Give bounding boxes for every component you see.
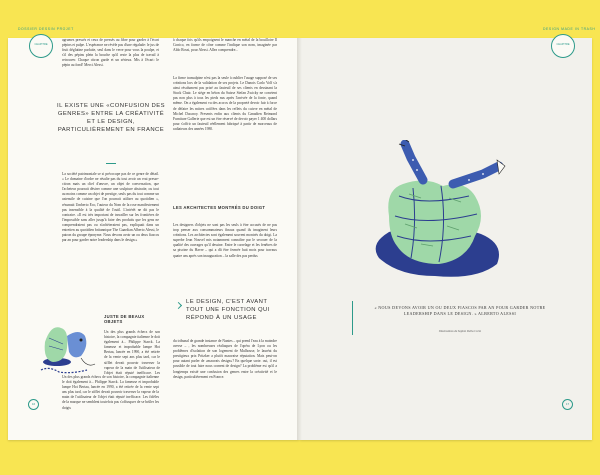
col1-body-text: La société patrimoniale se si préoccupe pas de ce genre de détail. « Le domaine d'ordre ne résulte pas du tout avoir un vrai presse-citron mais un clief d'œuvre, un objet de conversation, que l'acheteur pourrait désirer comme une sculpture abstraite, ou tout au moins comme un objet de prestige, seuls pas du tout comme un ustensile de cuisine que l'on pourrait utiliser au quotidien », résumait Umberto Eco, l'auteur du Nom de la rose manifestement pas insensible à la qualité de l'outil. L'intérêt ne dit pas le contraire. «Il est très important de travailler sur les frontières de l'impossible sans aller jusqu'à faire des produits que les gens ne comprendraient pas ou n'achèteraient pas, expliquait dans un entretien au quotidien britannique The Guardian Alberto Alessi, le patron du groupe éponyme. Nous devons avoir un ou deux fiascos par an pour garder notre leadership dans le design.» — [62, 172, 159, 243]
col1-lower-text: Un des plus grands échecs de son histoire, la compagnie italienne le doit également à... Philippe Starck. La fameuse et improbable lampe Hot Bertaa, lancée en 1990, a été retirée de la vente sept ans plus tard, car le sifflet devait pouvoir traverser la vapeur de la main de l'utilisateur de l'objet était réputé inefficace. Les fidèles de la marque ne semblent toutefois pas s'offusquer de se brûler les doigts — [62, 375, 159, 410]
folio-right: 17 — [562, 399, 573, 410]
pullquote-rule — [106, 163, 116, 164]
chapter-badge-label: CHAPITRE — [556, 43, 570, 46]
running-head-right: DESIGN MADE IN TRASH — [543, 27, 596, 31]
col2-top-text: à chaque fois qu'ils empoignent le manche en métal de la bouilloire Il Conico, en forme de cône comme l'indique son nom, imaginée par Aldo Rossi, pour Alessi. Allez comprendre... — [173, 38, 277, 53]
subhead-architectes: LES ARCHITECTES MONTRÉS DU DOIGT — [173, 205, 266, 210]
running-head-left: DOSSIER DESSIN PROJET — [18, 27, 74, 31]
subhead-juste-objets: JUSTE DE BEAUX OBJETS — [104, 314, 145, 325]
col2-bottom-text: du tribunal de grande instance de Nantes – qui prend l'eau à la moindre averse – , les nombreuses réaliaques de l'opéra de Lyon ou les problèmes d'isolation de son logement de Mulhouse, le lauréat du prestigieux prix Pritzker a plutôt mauvaise réputation. Mais peut-on pour autant parler de «mauvais design»? En quelque sorte. oui, il est possible de tout faire nous cornent de design? La problème est qu'il a longtemps existé une confusion des genres entre la créativité et le design, particulièrement en France. — [173, 339, 277, 379]
figure-in-cushion-illustration — [365, 140, 520, 285]
chapter-badge-right — [551, 34, 575, 58]
col2-mid-text: La firme transalpine n'est pas la seule à oublier l'usage supposé de ses créations lors de la validation de ses projets. Le Danois Carlo Volf s'a ainsi résolument pas prisé au fauteuil de ses clients en dessinant la Stuck Chair. Le siège en béton du Suisse Stefan Zwicky ne convient pas non plus à tous les pieds nus après l'arrivée de la fonte, quand même. On a également vu des accros de la propreté devoir fuir à force de défaire les mitres coiffées dans les reflets du cuivre en métal de Michel Ducaroy. Presents enfin aux clients du Canadien Reimond Furniture Gallerie que est un être réservé de devoir payer 1 400 dollars pour s'offrir un fauteuil réellement fabriqué à partir de morceaux de radiateurs des années 1980. — [173, 76, 277, 131]
illustration-credit: Illustrations de Sophie Della Corte — [438, 329, 482, 333]
col1-lower-text-narrow: Un des plus grands échecs de son histoire, la compagnie italienne le doit également à... Philippe Starck. La fameuse et improbable lampe Hot Bertaa, lancée en 1990, a été retirée de la vente sept ans plus tard, car le sifflet devait pouvoir traverser la vapeur de la main de l'utilisateur de l'objet était réputé inefficace. Les — [104, 330, 160, 375]
chapter-badge-left — [29, 34, 53, 58]
coffee-pot-illustration — [37, 318, 103, 380]
folio-left: 16 — [28, 399, 39, 410]
chapter-badge-label: CHAPITRE — [34, 43, 48, 46]
quote-alessi: « NOUS DEVONS AVOIR UN OU DEUX FIASCOS PAR AN POUR GARDER NOTRE LEADERSHIP DANS LE DESIGN. » ALBERTO ALESSI — [374, 305, 546, 317]
spine-gutter — [297, 38, 302, 440]
col2-lower-text: Les designers d'objets ne sont pas les seuls à être accusés de ne pas trop penser aux consommateurs finaux quand ils imaginent leurs créations. Les architectes sont également souvent montrés du doigt. La superbe Jean Nouvel mis notamment connaître par le secouer de la qualité des ouvrages qu'il dessine. Entre le carrelage et les fenêtres de sa piscine du Havre – qui a dû être fermée huit mois pour travaux quatre ans après son inauguration – la salle des pas perdus — [173, 223, 277, 258]
col1-top-text: agrumes pressés et ceux de pressés au fibre pour garder à l'écart pépins et pulpe. L'espérance ne révèle pas d'une régalade: le jus de fruit déglutine parfaite, seul dans le verre pour vous la poulpe, et s'il des pépins plein la bouche qu'il reste la plus de travail à retrouver. Chaque citron garde et un sérieux. Mis à l'écart: le pépin au fond! Merci Alessi. — [62, 38, 159, 68]
pullquote-1: IL EXISTE UNE «CONFUSION DES GENRES» ENTRE LA CRÉATIVITÉ ET LE DESIGN, PARTICULIÈREMENT EN FRANCE — [57, 103, 165, 133]
pullquote-2: LE DESIGN, C'EST AVANT TOUT UNE FONCTION QUI RÉPOND À UN USAGE — [186, 299, 270, 321]
quote-accent-bar — [352, 301, 353, 335]
